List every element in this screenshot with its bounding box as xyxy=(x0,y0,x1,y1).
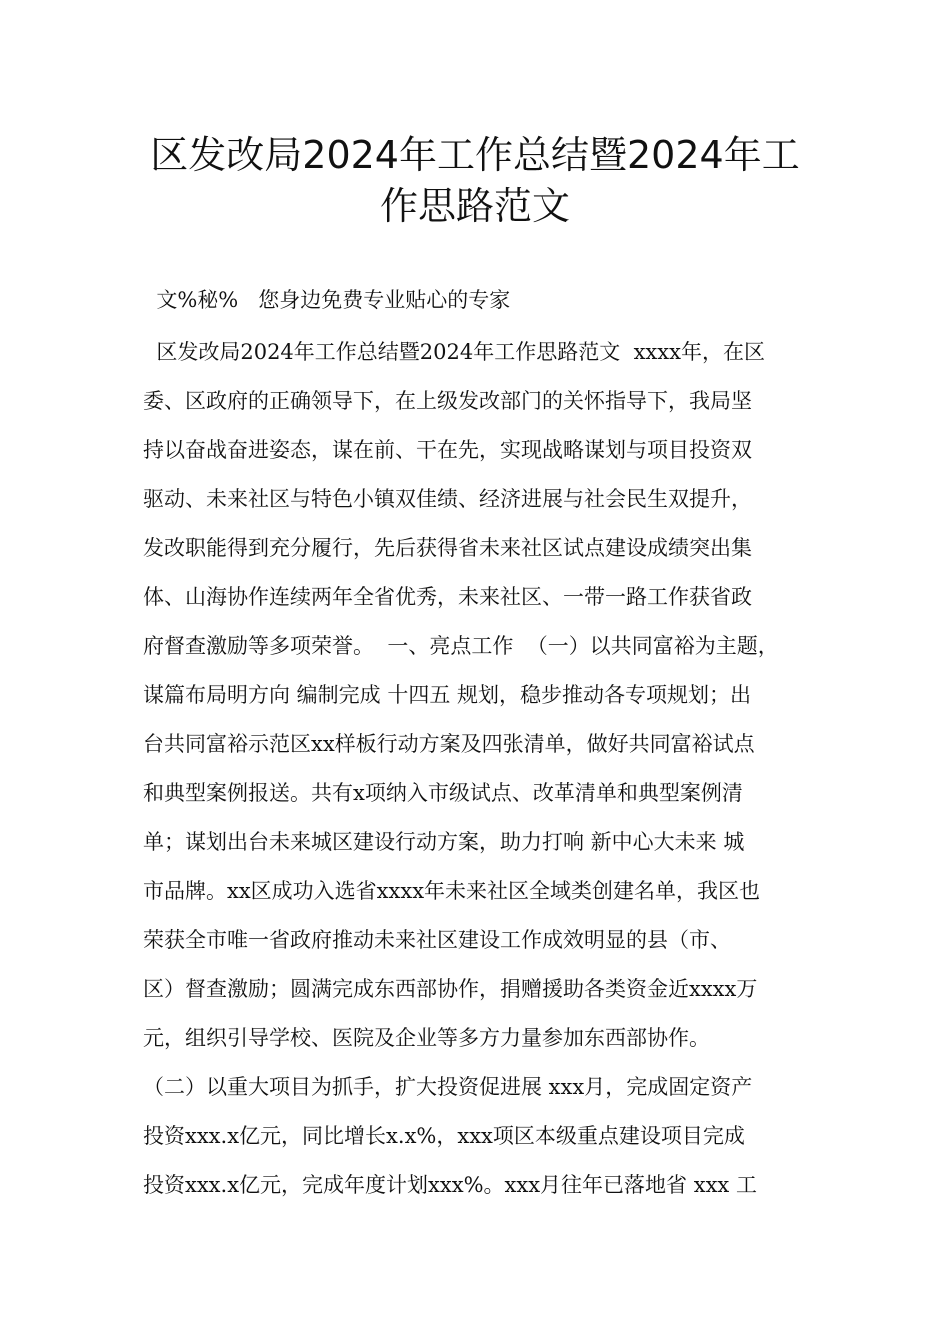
body-line: 和典型案例报送。共有x项纳入市级试点、改革清单和典型案例清 xyxy=(143,781,743,805)
body-line: 投资xxx.x亿元，同比增长x.x%，xxx项区本级重点建设项目完成 xyxy=(143,1124,745,1148)
body-line: 谋篇布局明方向 编制完成 十四五 规划，稳步推动各专项规划；出 xyxy=(143,683,752,707)
body-line: 体、山海协作连续两年全省优秀，未来社区、一带一路工作获省政 xyxy=(143,585,752,609)
body-line: 委、区政府的正确领导下，在上级发改部门的关怀指导下，我局坚 xyxy=(143,389,752,413)
body-line: 台共同富裕示范区xx样板行动方案及四张清单，做好共同富裕试点 xyxy=(143,732,755,756)
body-line: 区发改局2024年工作总结暨2024年工作思路范文 xxxx年，在区 xyxy=(143,340,765,364)
body-line: （二）以重大项目为抓手，扩大投资促进展 xxx月，完成固定资产 xyxy=(143,1075,753,1099)
body-line: 市品牌。xx区成功入选省xxxx年未来社区全域类创建名单，我区也 xyxy=(143,879,761,903)
body-line: 单；谋划出台未来城区建设行动方案，助力打响 新中心大未来 城 xyxy=(143,830,745,854)
document-title-line-2: 作思路范文 xyxy=(379,184,570,228)
byline: 文%秘% 您身边免费专业贴心的专家 xyxy=(143,288,511,312)
body-line: 府督查激励等多项荣誉。 一、亮点工作 （一）以共同富裕为主题， xyxy=(143,634,779,658)
body-line: 发改职能得到充分履行，先后获得省未来社区试点建设成绩突出集 xyxy=(143,536,752,560)
body-line: 元，组织引导学校、医院及企业等多方力量参加东西部协作。 xyxy=(143,1026,710,1050)
body-line: 持以奋战奋进姿态，谋在前、干在先，实现战略谋划与项目投资双 xyxy=(143,438,752,462)
body-line: 驱动、未来社区与特色小镇双佳绩、经济进展与社会民生双提升， xyxy=(143,487,752,511)
body-line: 投资xxx.x亿元，完成年度计划xxx%。xxx月往年已落地省 xxx 工 xyxy=(143,1173,757,1197)
document-title-line-1: 区发改局2024年工作总结暨2024年工 xyxy=(150,133,800,177)
body-line: 区）督查激励；圆满完成东西部协作，捐赠援助各类资金近xxxx万 xyxy=(143,977,758,1001)
body-line: 荣获全市唯一省政府推动未来社区建设工作成效明显的县（市、 xyxy=(143,928,731,952)
